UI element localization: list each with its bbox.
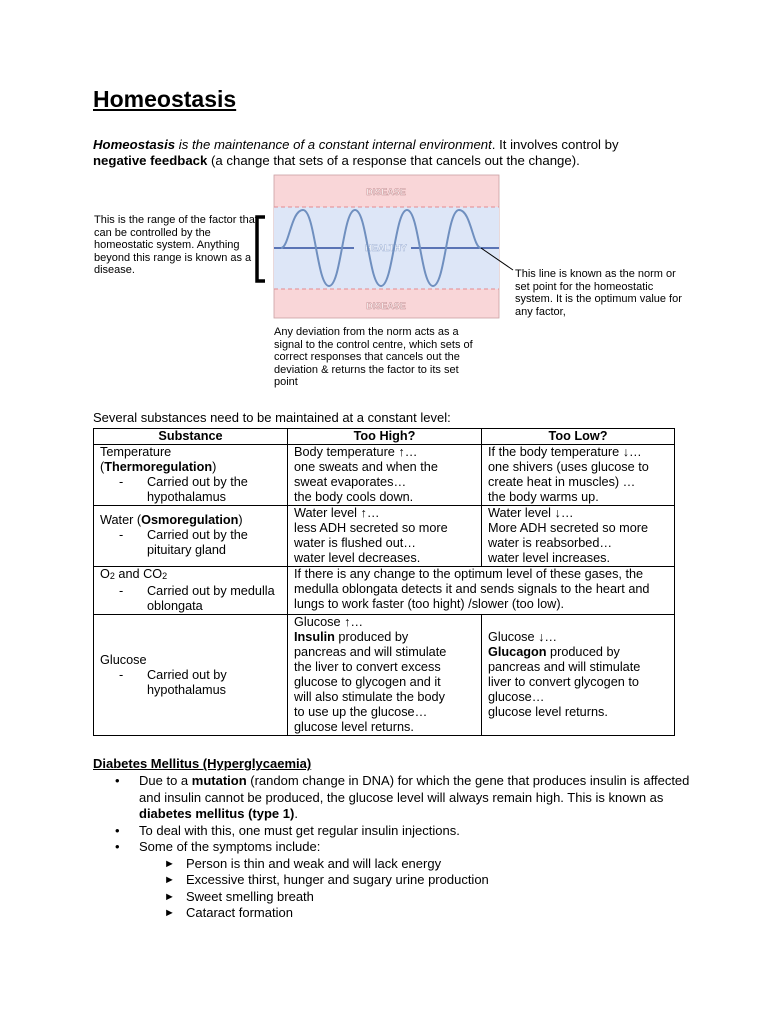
table-row-gases	[94, 567, 675, 615]
line: less ADH secreted so more	[294, 521, 448, 535]
cell-too-high	[288, 445, 482, 506]
controlled-by: Carried out by the hypothalamus	[147, 475, 248, 504]
line: will also stimulate the body	[294, 690, 445, 704]
symptom-item: ► Person is thin and weak and will lack energy	[139, 856, 693, 873]
line	[488, 645, 668, 660]
cell-too-low	[482, 506, 675, 567]
line: one shivers (uses glucose to	[488, 460, 649, 474]
disease-label-top: DISEASE	[366, 187, 406, 197]
substances-table	[93, 428, 675, 736]
substance-line	[100, 513, 281, 528]
substance-line	[100, 567, 281, 584]
line-rest: produced by	[546, 645, 620, 659]
line: create heat in muscles) …	[488, 475, 636, 489]
symptoms-list	[139, 856, 693, 922]
intro-text-2: (a change that sets of a response that cancels out the change).	[207, 153, 580, 168]
cell-too-low	[482, 615, 675, 736]
term-diabetes-type-1: diabetes mellitus (type 1)	[139, 806, 295, 821]
substance-name: Temperature	[100, 445, 172, 459]
annotation-deviation: Any deviation from the norm acts as a signal to the control centre, which sets of correct responses that cancels out the deviation & returns the factor to its set point	[274, 326, 473, 388]
line: water is reabsorbed…	[488, 536, 613, 550]
header-substance: Substance	[94, 429, 288, 445]
cell-too-high	[288, 506, 482, 567]
controlled-by: Carried out by hypothalamus	[147, 667, 227, 697]
dash-marker: -	[119, 584, 124, 598]
substance-name: Glucose	[100, 652, 147, 667]
dash-item	[100, 475, 281, 505]
line: Glucose ↓…	[488, 630, 558, 644]
table-row-water	[94, 506, 675, 567]
text: .	[294, 806, 298, 821]
dash-item	[100, 584, 281, 614]
line: to use up the glucose…	[294, 705, 428, 719]
text: Some of the symptoms include:	[139, 839, 321, 854]
line: pancreas and will stimulate	[488, 660, 641, 674]
controlled-by: Carried out by the pituitary gland	[147, 528, 248, 557]
dash-item	[100, 668, 281, 698]
line: More ADH secreted so more	[488, 521, 649, 535]
healthy-label: HEALTHY	[365, 243, 407, 253]
diabetes-heading: Diabetes Mellitus (Hyperglycaemia)	[93, 756, 312, 771]
homeostasis-graph	[251, 174, 521, 324]
line: the body cools down.	[294, 490, 414, 504]
line: glucose…	[488, 690, 545, 704]
line: Body temperature ↑…	[294, 445, 418, 459]
line: liver to convert glycogen to	[488, 675, 639, 689]
substance-name: Water (	[100, 513, 142, 527]
cell-gases-response: If there is any change to the optimum level of these gases, the medulla oblongata detects it and sends signals to the heart and lungs to work faster (too hight) /slower (too low).	[288, 567, 675, 615]
table-row-temperature	[94, 445, 675, 506]
line: If the body temperature ↓…	[488, 445, 642, 459]
cell-substance	[94, 506, 288, 567]
dash-marker: -	[119, 528, 124, 542]
cell-substance	[94, 615, 288, 736]
table-header-row	[94, 429, 675, 445]
line: water level decreases.	[294, 551, 421, 565]
page-title: Homeostasis	[93, 86, 237, 112]
line: water level increases.	[488, 551, 610, 565]
list-item	[93, 839, 693, 922]
line	[294, 630, 475, 645]
cell-substance	[94, 445, 288, 506]
dash-marker: -	[119, 667, 124, 682]
symptom-item: ► Excessive thirst, hunger and sugary urine production	[139, 872, 693, 889]
intro-text-1: . It involves control by	[491, 137, 619, 152]
list-item	[93, 773, 693, 823]
annotation-range: This is the range of the factor that can be controlled by the homeostatic system. Anything beyond this range is known as a disease.	[94, 214, 258, 276]
line: glucose level returns.	[488, 705, 608, 719]
controlled-by: Carried out by medulla oblongata	[147, 584, 275, 613]
list-item: • To deal with this, one must get regular insulin injections.	[93, 823, 693, 840]
substance-co2: and CO	[114, 567, 163, 581]
line: Water level ↑…	[294, 506, 380, 520]
hormone-insulin: Insulin	[294, 630, 335, 644]
intro-negative-feedback: negative feedback	[93, 153, 208, 168]
dash-item	[100, 528, 281, 558]
line: the liver to convert excess	[294, 660, 441, 674]
homeostasis-diagram	[93, 174, 683, 394]
subscript: 2	[162, 571, 168, 581]
cell-substance	[94, 567, 288, 615]
text: (random change in DNA) for which the gene that produces insulin is affected and insulin cannot be produced, the glucose level will always remain high. This is known as	[139, 773, 690, 805]
substance-o2: O	[100, 567, 110, 581]
substance-process: Osmoregulation	[141, 513, 239, 527]
line-rest: produced by	[334, 630, 409, 644]
symptom-item: ► Cataract formation	[139, 905, 693, 922]
diabetes-list	[93, 773, 693, 922]
paren: )	[238, 513, 243, 527]
line: pancreas and will stimulate	[294, 645, 447, 659]
cell-too-low	[482, 445, 675, 506]
line: glucose to glycogen and it	[294, 675, 441, 689]
term-mutation: mutation	[191, 773, 247, 788]
substance-process: Thermoregulation	[104, 460, 213, 474]
intro-definition: is the maintenance of a constant internal environment	[175, 137, 492, 152]
intro-paragraph	[93, 137, 693, 169]
subscript: 2	[109, 571, 115, 581]
annotation-set-point: This line is known as the norm or set point for the homeostatic system. It is the optimum value for any factor,	[515, 268, 682, 318]
hormone-glucagon: Glucagon	[488, 645, 547, 659]
line: water is flushed out…	[294, 536, 416, 550]
header-too-low: Too Low?	[482, 429, 675, 445]
line: one sweats and when the	[294, 460, 438, 474]
dash-marker: -	[119, 475, 124, 489]
table-row-glucose	[94, 615, 675, 736]
cell-too-high	[288, 615, 482, 736]
table-lead-text: Several substances need to be maintained at a constant level:	[93, 410, 451, 425]
header-too-high: Too High?	[288, 429, 482, 445]
paren: )	[212, 460, 217, 474]
line: glucose level returns.	[294, 720, 414, 734]
paren: (	[100, 460, 105, 474]
text: Due to a	[139, 773, 192, 788]
line: Glucose ↑…	[294, 615, 364, 629]
disease-label-bottom: DISEASE	[366, 301, 406, 311]
intro-term: Homeostasis	[93, 137, 176, 152]
range-bracket	[257, 217, 265, 281]
line: sweat evaporates…	[294, 475, 407, 489]
symptom-item: ► Sweet smelling breath	[139, 889, 693, 906]
line: Water level ↓…	[488, 506, 574, 520]
line: the body warms up.	[488, 490, 599, 504]
